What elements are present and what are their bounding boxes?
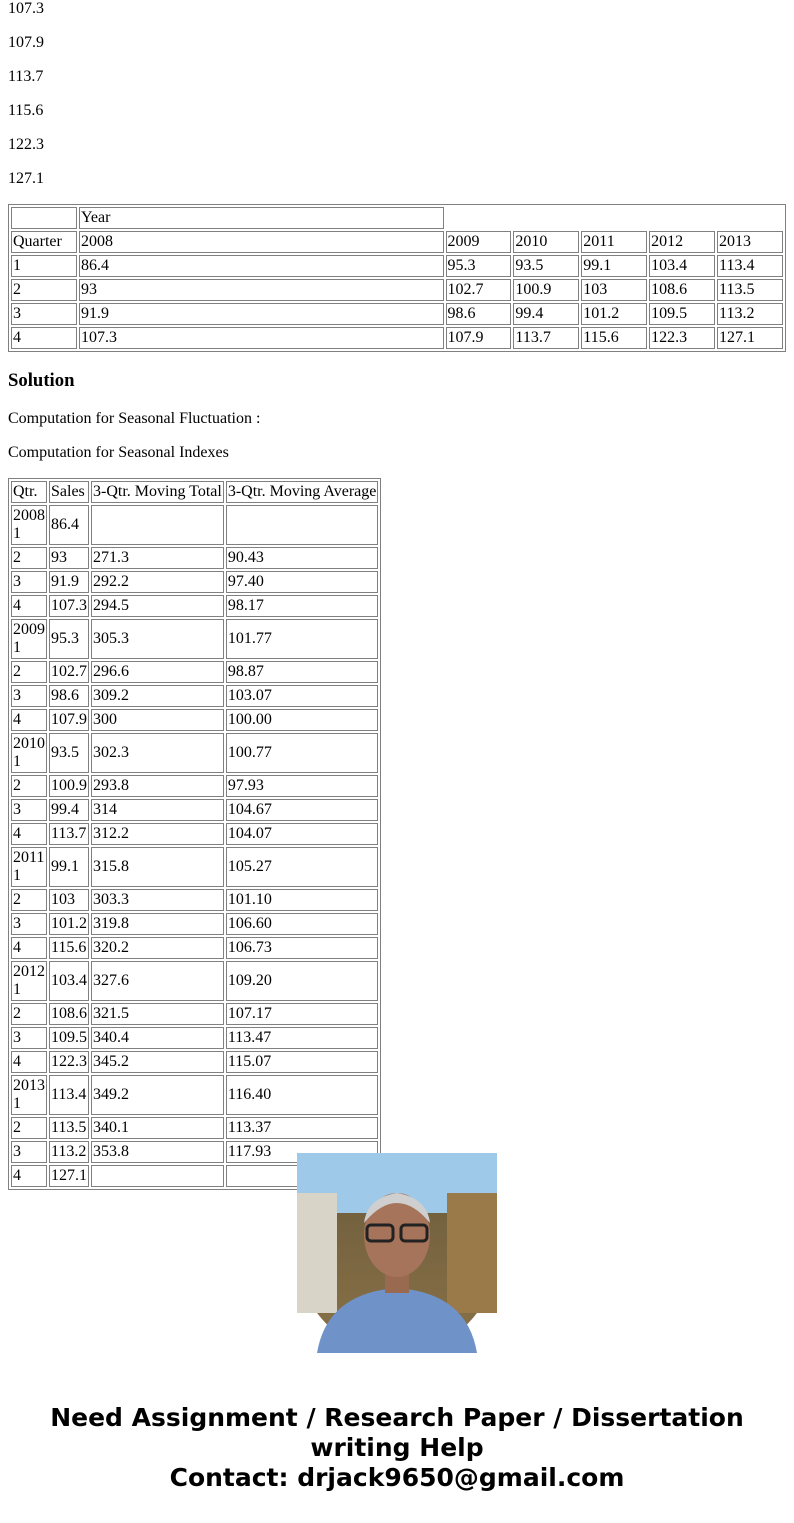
quarter-label: 4	[13, 825, 21, 842]
table-row	[11, 847, 378, 887]
quarter-cell	[11, 913, 47, 935]
table-row	[11, 961, 378, 1001]
quarter-label: 3	[13, 573, 21, 590]
avg-cell: 98.87	[226, 661, 379, 683]
sales-cell: 86.4	[49, 505, 89, 545]
avg-cell: 105.27	[226, 847, 379, 887]
table-row	[11, 1027, 378, 1049]
quarter-label: 3	[13, 801, 21, 818]
quarter-cell	[11, 1027, 47, 1049]
quarter-cell	[11, 709, 47, 731]
quarter-cell	[11, 1075, 47, 1115]
total-cell: 293.8	[91, 775, 224, 797]
total-cell	[91, 1165, 224, 1187]
quarter-label: 4	[13, 1053, 21, 1070]
table-row	[11, 595, 378, 617]
intro-value: 122.3	[8, 136, 44, 153]
sales-cell: 108.6	[49, 1003, 89, 1025]
avg-cell: 101.10	[226, 889, 379, 911]
sales-cell: 91.9	[49, 571, 89, 593]
intro-value: 115.6	[8, 102, 44, 119]
year-label: 2010	[13, 735, 45, 752]
intro-value: 127.1	[8, 170, 44, 187]
avg-cell: 100.77	[226, 733, 379, 773]
sales-cell: 122.3	[49, 1051, 89, 1073]
table-row	[11, 303, 783, 325]
quarter-label: 1	[13, 867, 21, 884]
avg-cell: 107.17	[226, 1003, 379, 1025]
sales-cell: 95.3	[49, 619, 89, 659]
table-row	[11, 327, 783, 349]
avg-cell: 109.20	[226, 961, 379, 1001]
header-cell: 2013	[717, 231, 783, 253]
table-cell: 108.6	[649, 279, 715, 301]
quarter-label: 2	[13, 1119, 21, 1136]
table-cell: 102.7	[446, 279, 512, 301]
quarter-label: 3	[13, 1143, 21, 1160]
total-cell: 319.8	[91, 913, 224, 935]
sales-cell: 113.4	[49, 1075, 89, 1115]
table-cell: 113.5	[717, 279, 783, 301]
table-cell: 103	[581, 279, 647, 301]
avg-cell	[226, 505, 379, 545]
total-cell: 309.2	[91, 685, 224, 707]
quarter-label: 4	[13, 597, 21, 614]
sales-cell: 109.5	[49, 1027, 89, 1049]
quarter-label: 4	[13, 1167, 21, 1184]
table-row	[11, 799, 378, 821]
table-row	[11, 571, 378, 593]
sales-cell: 100.9	[49, 775, 89, 797]
table-row	[11, 505, 378, 545]
intro-values	[8, 0, 786, 188]
quarter-cell	[11, 1051, 47, 1073]
avg-cell: 104.67	[226, 799, 379, 821]
author-photo	[297, 1153, 497, 1353]
avg-cell: 115.07	[226, 1051, 379, 1073]
table-cell: 1	[11, 255, 77, 277]
quarter-cell	[11, 595, 47, 617]
header-cell: 2012	[649, 231, 715, 253]
sales-cell: 102.7	[49, 661, 89, 683]
total-cell: 305.3	[91, 619, 224, 659]
table-row	[11, 709, 378, 731]
table-cell: 3	[11, 303, 77, 325]
table-row	[11, 1051, 378, 1073]
table-row	[11, 1075, 378, 1115]
avg-cell: 97.40	[226, 571, 379, 593]
total-cell: 302.3	[91, 733, 224, 773]
moving-average-table	[8, 478, 381, 1190]
table-row	[11, 279, 783, 301]
quarter-label: 4	[13, 711, 21, 728]
quarter-label: 2	[13, 777, 21, 794]
quarter-cell	[11, 889, 47, 911]
sales-cell: 115.6	[49, 937, 89, 959]
quarter-label: 1	[13, 639, 21, 656]
table-cell: 99.1	[581, 255, 647, 277]
total-cell: 312.2	[91, 823, 224, 845]
total-cell: 340.4	[91, 1027, 224, 1049]
table-cell: 107.3	[79, 327, 444, 349]
total-cell: 320.2	[91, 937, 224, 959]
table-cell: 86.4	[79, 255, 444, 277]
quarter-cell	[11, 1003, 47, 1025]
avg-cell: 98.17	[226, 595, 379, 617]
quarter-label: 2	[13, 891, 21, 908]
table-row	[11, 1117, 378, 1139]
header-cell: 3-Qtr. Moving Total	[91, 481, 224, 503]
contact-banner	[0, 1403, 794, 1493]
total-cell: 349.2	[91, 1075, 224, 1115]
table-cell: 100.9	[513, 279, 579, 301]
total-cell: 271.3	[91, 547, 224, 569]
header-cell: 2010	[513, 231, 579, 253]
table-row	[11, 619, 378, 659]
quarter-cell	[11, 799, 47, 821]
sales-cell: 113.5	[49, 1117, 89, 1139]
quarter-cell	[11, 685, 47, 707]
intro-value: 113.7	[8, 68, 44, 85]
total-cell: 345.2	[91, 1051, 224, 1073]
table-cell: 107.9	[446, 327, 512, 349]
solution-heading: Solution	[8, 370, 75, 391]
avg-cell: 106.60	[226, 913, 379, 935]
quarter-label: 2	[13, 549, 21, 566]
header-cell: Sales	[49, 481, 89, 503]
sales-cell: 93.5	[49, 733, 89, 773]
quarter-cell	[11, 823, 47, 845]
quarter-cell	[11, 1165, 47, 1187]
header-cell: 2008	[79, 231, 444, 253]
avg-cell: 90.43	[226, 547, 379, 569]
year-label: 2013	[13, 1077, 45, 1094]
quarter-label: 4	[13, 939, 21, 956]
header-cell-empty	[11, 207, 77, 229]
avg-cell: 113.47	[226, 1027, 379, 1049]
header-cell: Quarter	[11, 231, 77, 253]
year-label: 2009	[13, 621, 45, 638]
table-row	[11, 775, 378, 797]
table-cell: 98.6	[446, 303, 512, 325]
total-cell: 300	[91, 709, 224, 731]
table-cell: 122.3	[649, 327, 715, 349]
sales-cell: 127.1	[49, 1165, 89, 1187]
table-cell: 113.4	[717, 255, 783, 277]
quarter-label: 3	[13, 915, 21, 932]
table-header-row	[11, 481, 378, 503]
table-cell: 101.2	[581, 303, 647, 325]
quarter-label: 1	[13, 1095, 21, 1112]
sales-cell: 93	[49, 547, 89, 569]
avg-cell: 113.37	[226, 1117, 379, 1139]
total-cell: 314	[91, 799, 224, 821]
header-cell: Qtr.	[11, 481, 47, 503]
table-cell: 93.5	[513, 255, 579, 277]
table-cell: 91.9	[79, 303, 444, 325]
avg-cell: 106.73	[226, 937, 379, 959]
quarter-cell	[11, 571, 47, 593]
total-cell: 353.8	[91, 1141, 224, 1163]
table-row	[11, 661, 378, 683]
sales-cell: 107.9	[49, 709, 89, 731]
quarter-label: 2	[13, 1005, 21, 1022]
quarter-cell	[11, 847, 47, 887]
header-cell-year: Year	[79, 207, 444, 229]
avg-cell: 116.40	[226, 1075, 379, 1115]
sales-cell: 113.2	[49, 1141, 89, 1163]
avg-cell: 100.00	[226, 709, 379, 731]
table-header-row	[11, 231, 783, 253]
avg-cell: 117.93	[226, 1141, 379, 1163]
quarter-cell	[11, 937, 47, 959]
quarter-cell	[11, 961, 47, 1001]
table-cell: 109.5	[649, 303, 715, 325]
sales-cell: 107.3	[49, 595, 89, 617]
total-cell	[91, 505, 224, 545]
table-cell: 99.4	[513, 303, 579, 325]
banner-line-1: Need Assignment / Research Paper / Dissertation	[50, 1403, 744, 1432]
year-label: 2008	[13, 507, 45, 524]
quarter-label: 2	[13, 663, 21, 680]
quarter-label: 1	[13, 525, 21, 542]
paragraph-seasonal-indexes: Computation for Seasonal Indexes	[8, 444, 229, 461]
banner-line-2: writing Help	[310, 1433, 484, 1462]
table-row	[11, 255, 783, 277]
table-row	[11, 733, 378, 773]
total-cell: 303.3	[91, 889, 224, 911]
total-cell: 294.5	[91, 595, 224, 617]
quarter-cell	[11, 619, 47, 659]
quarter-cell	[11, 1117, 47, 1139]
sales-cell: 103.4	[49, 961, 89, 1001]
quarter-label: 1	[13, 981, 21, 998]
total-cell: 327.6	[91, 961, 224, 1001]
avg-cell: 97.93	[226, 775, 379, 797]
table-row	[11, 889, 378, 911]
table-row	[11, 913, 378, 935]
table-row	[11, 547, 378, 569]
table-cell: 113.7	[513, 327, 579, 349]
table-cell: 4	[11, 327, 77, 349]
sales-cell: 113.7	[49, 823, 89, 845]
quarter-cell	[11, 661, 47, 683]
table-row	[11, 685, 378, 707]
quarter-cell	[11, 547, 47, 569]
sales-cell: 99.4	[49, 799, 89, 821]
header-cell: 2009	[446, 231, 512, 253]
table-row	[11, 1003, 378, 1025]
year-label: 2011	[13, 849, 45, 866]
table-row	[11, 937, 378, 959]
table-cell: 95.3	[446, 255, 512, 277]
avg-cell: 103.07	[226, 685, 379, 707]
quarter-cell	[11, 1141, 47, 1163]
year-label: 2012	[13, 963, 45, 980]
avg-cell: 101.77	[226, 619, 379, 659]
total-cell: 315.8	[91, 847, 224, 887]
sales-cell: 99.1	[49, 847, 89, 887]
quarter-label: 3	[13, 687, 21, 704]
header-cell: 2011	[581, 231, 647, 253]
sales-cell: 98.6	[49, 685, 89, 707]
table-header-row	[11, 207, 783, 229]
total-cell: 321.5	[91, 1003, 224, 1025]
table-cell: 93	[79, 279, 444, 301]
total-cell: 296.6	[91, 661, 224, 683]
intro-value: 107.9	[8, 34, 44, 51]
banner-contact-email: Contact: drjack9650@gmail.com	[169, 1463, 625, 1492]
quarterly-sales-table	[8, 204, 786, 352]
paragraph-seasonal-fluctuation: Computation for Seasonal Fluctuation :	[8, 410, 261, 427]
intro-value: 107.3	[8, 0, 44, 17]
table-cell: 113.2	[717, 303, 783, 325]
total-cell: 292.2	[91, 571, 224, 593]
avg-cell: 104.07	[226, 823, 379, 845]
table-cell: 103.4	[649, 255, 715, 277]
table-row	[11, 823, 378, 845]
total-cell: 340.1	[91, 1117, 224, 1139]
table-cell: 115.6	[581, 327, 647, 349]
sales-cell: 101.2	[49, 913, 89, 935]
header-cell: 3-Qtr. Moving Average	[226, 481, 379, 503]
table-cell: 2	[11, 279, 77, 301]
sales-cell: 103	[49, 889, 89, 911]
quarter-label: 3	[13, 1029, 21, 1046]
quarter-cell	[11, 505, 47, 545]
quarter-cell	[11, 775, 47, 797]
quarter-cell	[11, 733, 47, 773]
quarter-label: 1	[13, 753, 21, 770]
table-cell: 127.1	[717, 327, 783, 349]
